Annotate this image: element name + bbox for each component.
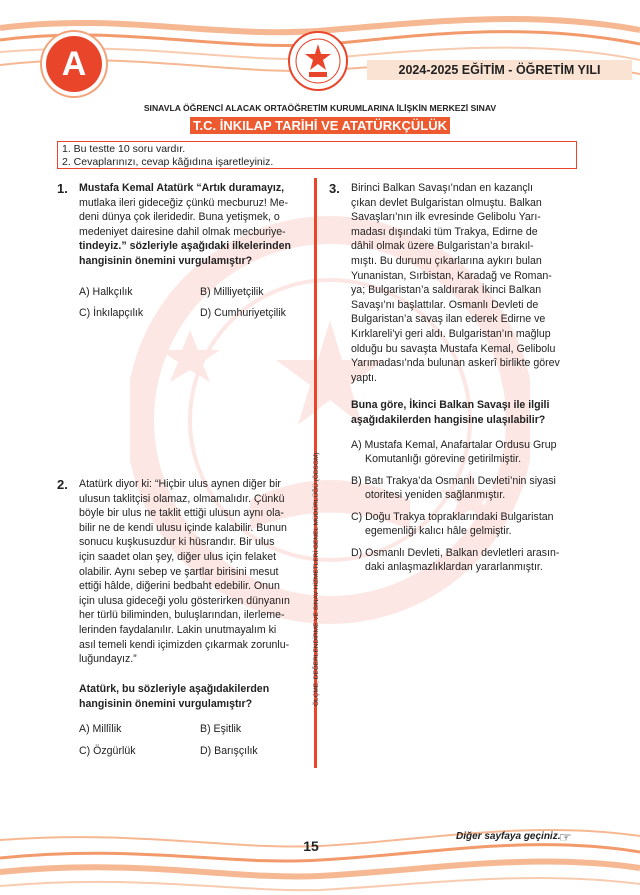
q3-line: ya; Bulgaristan’a saldırarak İkinci Balkan <box>351 284 542 297</box>
instruction-line: 2. Cevaplarınızı, cevap kâğıdına işaretleyiniz. <box>62 156 274 168</box>
q1-line: deni dünya çok ileridedir. Buna yetişmek, o <box>79 211 280 224</box>
q3-line: yaptı. <box>351 371 377 384</box>
q3-line: Yunanistan, Sırbistan, Karadağ ve Roman- <box>351 269 552 282</box>
instructions-box <box>57 141 577 169</box>
q3-line: Yarımadası’nda bulunan askerî birlikte görev <box>351 357 560 370</box>
q2-option-b[interactable]: B) Eşitlik <box>200 723 242 735</box>
q2-line: ulusun taklitçisi olamaz, olmamalıdır. Çünkü <box>79 492 285 505</box>
q3-option-b[interactable]: B) Batı Trakya’da Osmanlı Devleti’nin siyasi otoritesi yeniden sağlanmıştır. <box>351 475 556 501</box>
next-page-note: Diğer sayfaya geçiniz. <box>456 831 561 842</box>
q3-option-a[interactable]: A) Mustafa Kemal, Anafartalar Ordusu Grup Komutanlığı görevine getirilmiştir. <box>351 439 557 465</box>
q3-line: olduğu bu savaşta Mustafa Kemal, Gelibolu <box>351 342 556 355</box>
q1-option-b[interactable]: B) Milliyetçilik <box>200 286 264 298</box>
ministry-seal-icon <box>287 30 349 92</box>
q2-line: Atatürk diyor ki: “Hiçbir ulus aynen diğer bir <box>79 478 281 490</box>
q3-line: Savaşları’nın ilk evresinde Gelibolu Yarı- <box>351 211 541 224</box>
q3-line: çıkan devlet Bulgaristan olmuştu. Balkan <box>351 196 542 209</box>
q1-option-a[interactable]: A) Halkçılık <box>79 286 133 298</box>
question-3-stem: Buna göre, İkinci Balkan Savaşı ile ilgili aşağıdakilerden hangisine ulaşılabilir? <box>351 399 550 426</box>
q3-line: Birinci Balkan Savaşı’ndan en kazançlı <box>351 182 533 194</box>
q2-line: böyle bir ulus ne taklit ettiği ulusun aynı ola- <box>79 507 284 520</box>
q2-line: bilir ne de kendi ulusu içinde kalabilir. Bunun <box>79 521 287 534</box>
q3-line: Kırklareli’yi geri aldı. Bulgaristan’ın mağlup <box>351 327 551 340</box>
q2-option-a[interactable]: A) Millîlik <box>79 723 122 735</box>
q3-option-c[interactable]: C) Doğu Trakya topraklarındaki Bulgaristan egemenliği kalıcı hâle gelmiştir. <box>351 511 554 537</box>
q1-line: tindeyiz.” sözleriyle aşağıdaki ilkelerinden <box>79 240 291 253</box>
q2-line: asıl temeli kendi içimizden çıkarmak zorunlu- <box>79 638 290 651</box>
q2-line: için ulusa gideceği yolu gösterirken dünyanın <box>79 594 290 607</box>
q1-option-c[interactable]: C) İnkılapçılık <box>79 307 144 319</box>
q1-line: mutlaka ileri gideceğiz çünkü mecburuz! Me- <box>79 196 289 209</box>
svg-text:ÖLÇME, DEĞERLENDİRME VE SINAV: ÖLÇME, DEĞERLENDİRME VE SINAV HİZMETLERİ GENEL MÜDÜRLÜĞÜ (ÖDSGM) <box>313 452 320 706</box>
q2-line: sonucu kuşkusuzdur ki hüsrandır. Bir ulus <box>79 536 275 549</box>
q1-line: medeniyet dairesine dahil olmak mecburiye- <box>79 225 286 238</box>
question-2-stem: Atatürk, bu sözleriyle aşağıdakilerden hangisinin önemini vurgulamıştır? <box>79 683 270 710</box>
q2-line: luğundayız.” <box>79 653 137 666</box>
q2-option-d[interactable]: D) Barışçılık <box>200 745 258 757</box>
instruction-line: 1. Bu testte 10 soru vardır. <box>62 143 186 155</box>
q2-line: için saadet olan şey, diğer ulus için felaket <box>79 550 277 563</box>
q3-line: madası dışındaki tüm Trakya, Edirne de <box>351 225 538 238</box>
subject-title: T.C. İNKILAP TARİHİ VE ATATÜRKÇÜLÜK <box>190 117 450 134</box>
q1-line: hangisinin önemini vurgulamıştır? <box>79 254 253 267</box>
question-1-number: 1. <box>57 181 68 196</box>
q2-line: lerinden faydalanılır. Lakin unutmayalım ki <box>79 623 277 636</box>
question-2-text <box>79 477 307 667</box>
academic-year-bar: 2024-2025 EĞİTİM - ÖĞRETİM YILI <box>367 60 632 80</box>
question-3-number: 3. <box>329 181 340 196</box>
question-1-text <box>79 181 307 269</box>
q3-option-d[interactable]: D) Osmanlı Devleti, Balkan devletleri arasın- daki anlaşmazlıklardan yararlanmıştır. <box>351 547 560 573</box>
q3-line: Bulgaristan’a savaş ilan ederek Edirne ve <box>351 313 546 326</box>
q2-line: olabilir. Aynı sebep ve şartlar birisini mesut <box>79 565 279 578</box>
q3-line: Savaşı’nı başlattılar. Osmanlı Devleti de <box>351 298 539 311</box>
pointing-hand-icon: ☞ <box>559 829 572 845</box>
q2-option-c[interactable]: C) Özgürlük <box>79 745 136 757</box>
page-number: 15 <box>303 838 319 854</box>
side-agency-text <box>304 378 326 708</box>
q1-option-d[interactable]: D) Cumhuriyetçilik <box>200 307 286 319</box>
q3-line: mıştı. Bu durumu çıkarlarına aykırı bulan <box>351 254 542 267</box>
question-3-text <box>351 181 583 385</box>
q2-line: her türlü biliminden, buluşlarından, ilerleme- <box>79 609 285 622</box>
q1-line: Mustafa Kemal Atatürk “Artık duramayız, <box>79 182 285 194</box>
booklet-letter-badge: A <box>46 36 102 92</box>
question-2-number: 2. <box>57 477 68 492</box>
q3-line: dâhil olmak üzere Bulgaristan’a bırakıl- <box>351 240 534 253</box>
exam-title: SINAVLA ÖĞRENCİ ALACAK ORTAÖĞRETİM KURUMLARINA İLİŞKİN MERKEZİ SINAV <box>143 103 497 113</box>
q2-line: ettiği hâlde, diğerini bedbaht edebilir. Onun <box>79 580 280 593</box>
